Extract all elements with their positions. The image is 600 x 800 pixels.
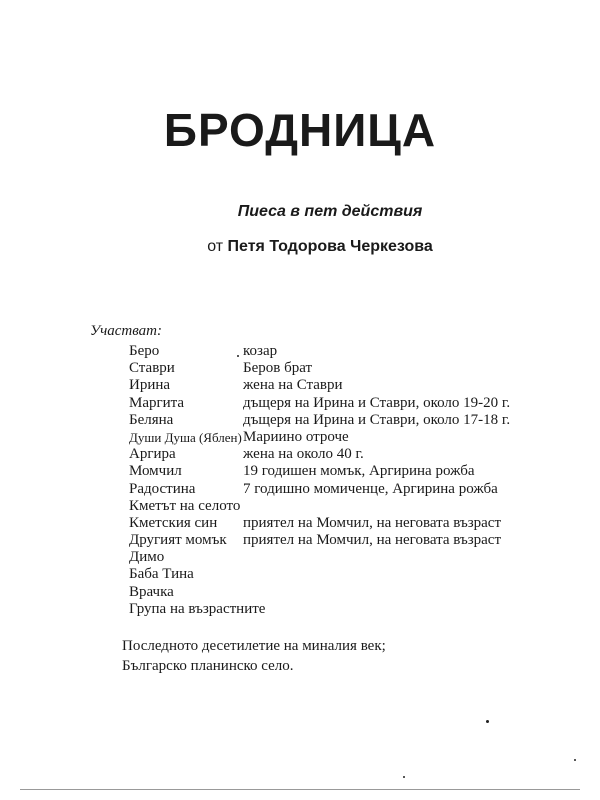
cast-row — [129, 446, 569, 463]
cast-description: дъщеря на Ирина и Ставри, около 19-20 г. — [243, 394, 511, 411]
scan-speck — [574, 759, 576, 761]
cast-role: Беро — [129, 343, 160, 359]
cast-row — [129, 395, 569, 412]
author-prefix: от — [207, 238, 224, 255]
setting-note — [122, 636, 386, 676]
cast-role: Баба Тина — [129, 566, 194, 583]
scan-speck — [237, 355, 239, 357]
setting-line: Последното десетилетие на миналия век; — [122, 638, 386, 654]
cast-role: Врачка — [129, 583, 174, 600]
cast-row — [129, 377, 569, 394]
participants-label: Участват: — [90, 323, 162, 339]
cast-role: Кметския син — [129, 514, 218, 531]
cast-role: Аргира — [129, 446, 176, 463]
cast-row — [129, 498, 569, 515]
cast-row — [129, 463, 569, 480]
play-title: БРОДНИЦА — [163, 104, 437, 156]
cast-row — [129, 343, 569, 360]
play-subtitle: Пиеса в пет действия — [237, 203, 423, 220]
cast-row — [129, 360, 569, 377]
cast-row — [129, 584, 569, 601]
cast-description: 7 годишно момиченце, Аргирина рожба — [243, 480, 498, 497]
cast-role: Ирина — [129, 377, 171, 394]
cast-list — [129, 343, 569, 618]
cast-row — [129, 515, 569, 532]
cast-role: Група на възрастните — [129, 600, 266, 617]
author-line — [0, 238, 600, 256]
cast-description: жена на около 40 г. — [243, 446, 364, 463]
cast-row — [129, 601, 569, 618]
cast-role: Кметът на селото — [129, 497, 241, 514]
cast-role: Радостина — [129, 480, 196, 497]
cast-row — [129, 532, 569, 549]
cast-row — [129, 481, 569, 498]
cast-role: Момчил — [129, 463, 182, 480]
cast-role: Маргита — [129, 394, 185, 411]
cast-row — [129, 549, 569, 566]
cast-description: жена на Ставри — [243, 377, 343, 394]
scan-speck — [486, 720, 489, 723]
scan-edge-line — [20, 789, 580, 790]
cast-description: приятел на Момчил, на неговата възраст — [243, 514, 502, 531]
cast-description: Мариино отроче — [243, 428, 349, 445]
cast-role: Другият момък — [129, 532, 227, 549]
cast-row — [129, 566, 569, 583]
author-name: Петя Тодорова Черкезова — [227, 238, 433, 255]
cast-description: козар — [243, 343, 278, 359]
cast-role: Беляна — [129, 411, 174, 428]
scan-speck — [403, 776, 405, 778]
cast-role: Димо — [129, 549, 165, 566]
cast-role: Ставри — [129, 360, 175, 377]
cast-row — [129, 429, 569, 446]
cast-description: 19 годишен момък, Аргирина рожба — [243, 463, 475, 480]
cast-description: приятел на Момчил, на неговата възраст — [243, 532, 502, 549]
cast-row — [129, 412, 569, 429]
cast-description: дъщеря на Ирина и Ставри, около 17-18 г. — [243, 411, 511, 428]
setting-line: Българско планинско село. — [122, 658, 294, 674]
cast-role: Души Душа (Яблен) — [129, 429, 242, 445]
cast-description: Беров брат — [243, 360, 313, 377]
